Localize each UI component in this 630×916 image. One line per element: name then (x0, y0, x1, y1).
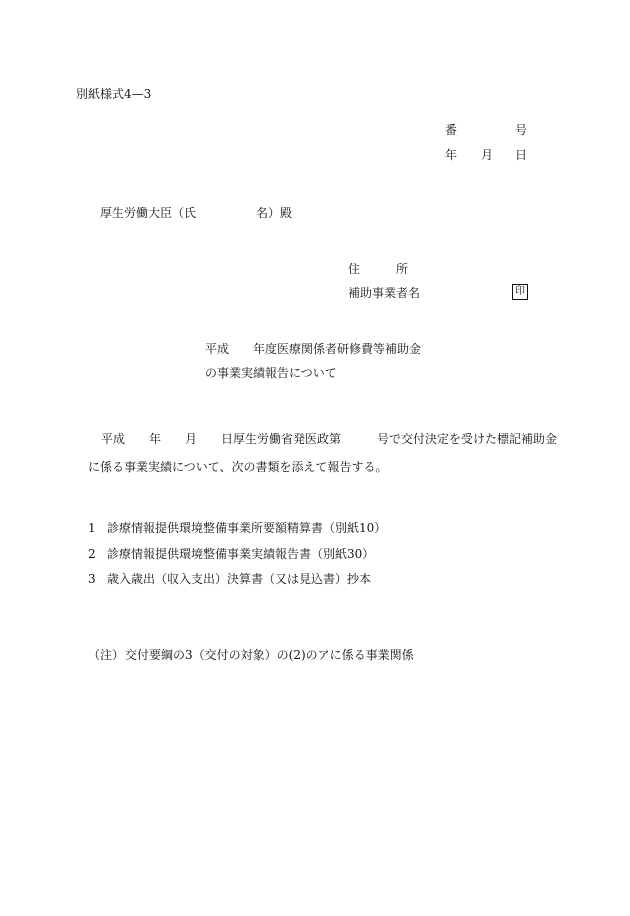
addressee: 厚生労働大臣（氏 名）殿 (100, 206, 293, 220)
attachment-number: 3 (88, 572, 96, 586)
attachment-number: 1 (88, 521, 96, 535)
seal-stamp: 印 (512, 284, 528, 300)
date-month-label: 月 (481, 148, 494, 162)
attachment-item: 診療情報提供環境整備事業所要額精算書（別紙10） (107, 521, 387, 535)
body-line-1: 平成 年 月 日厚生労働省発医政第 号で交付決定を受けた標記補助金 (101, 432, 558, 446)
number-suffix: 号 (515, 123, 528, 137)
title-line-2: の事業実績報告について (205, 366, 337, 380)
note-text: 交付要綱の3（交付の対象）の(2)のアに係る事業関係 (125, 648, 414, 662)
date-day-label: 日 (515, 148, 528, 162)
date-year-label: 年 (445, 148, 458, 162)
attachment-item: 歳入歳出（収入支出）決算書（又は見込書）抄本 (107, 572, 372, 586)
number-label: 番 (445, 123, 458, 137)
body-line-2: に係る事業実績について、次の書類を添えて報告する。 (88, 460, 388, 474)
address-label: 住 所 (348, 262, 409, 276)
sender-name-label: 補助事業者名 (348, 286, 421, 300)
form-label: 別紙様式4—3 (76, 87, 152, 101)
attachment-item: 診療情報提供環境整備事業実績報告書（別紙30） (107, 547, 375, 561)
note-label: （注） (88, 648, 125, 662)
attachment-number: 2 (88, 547, 96, 561)
title-line-1: 平成 年度医療関係者研修費等補助金 (205, 342, 422, 356)
